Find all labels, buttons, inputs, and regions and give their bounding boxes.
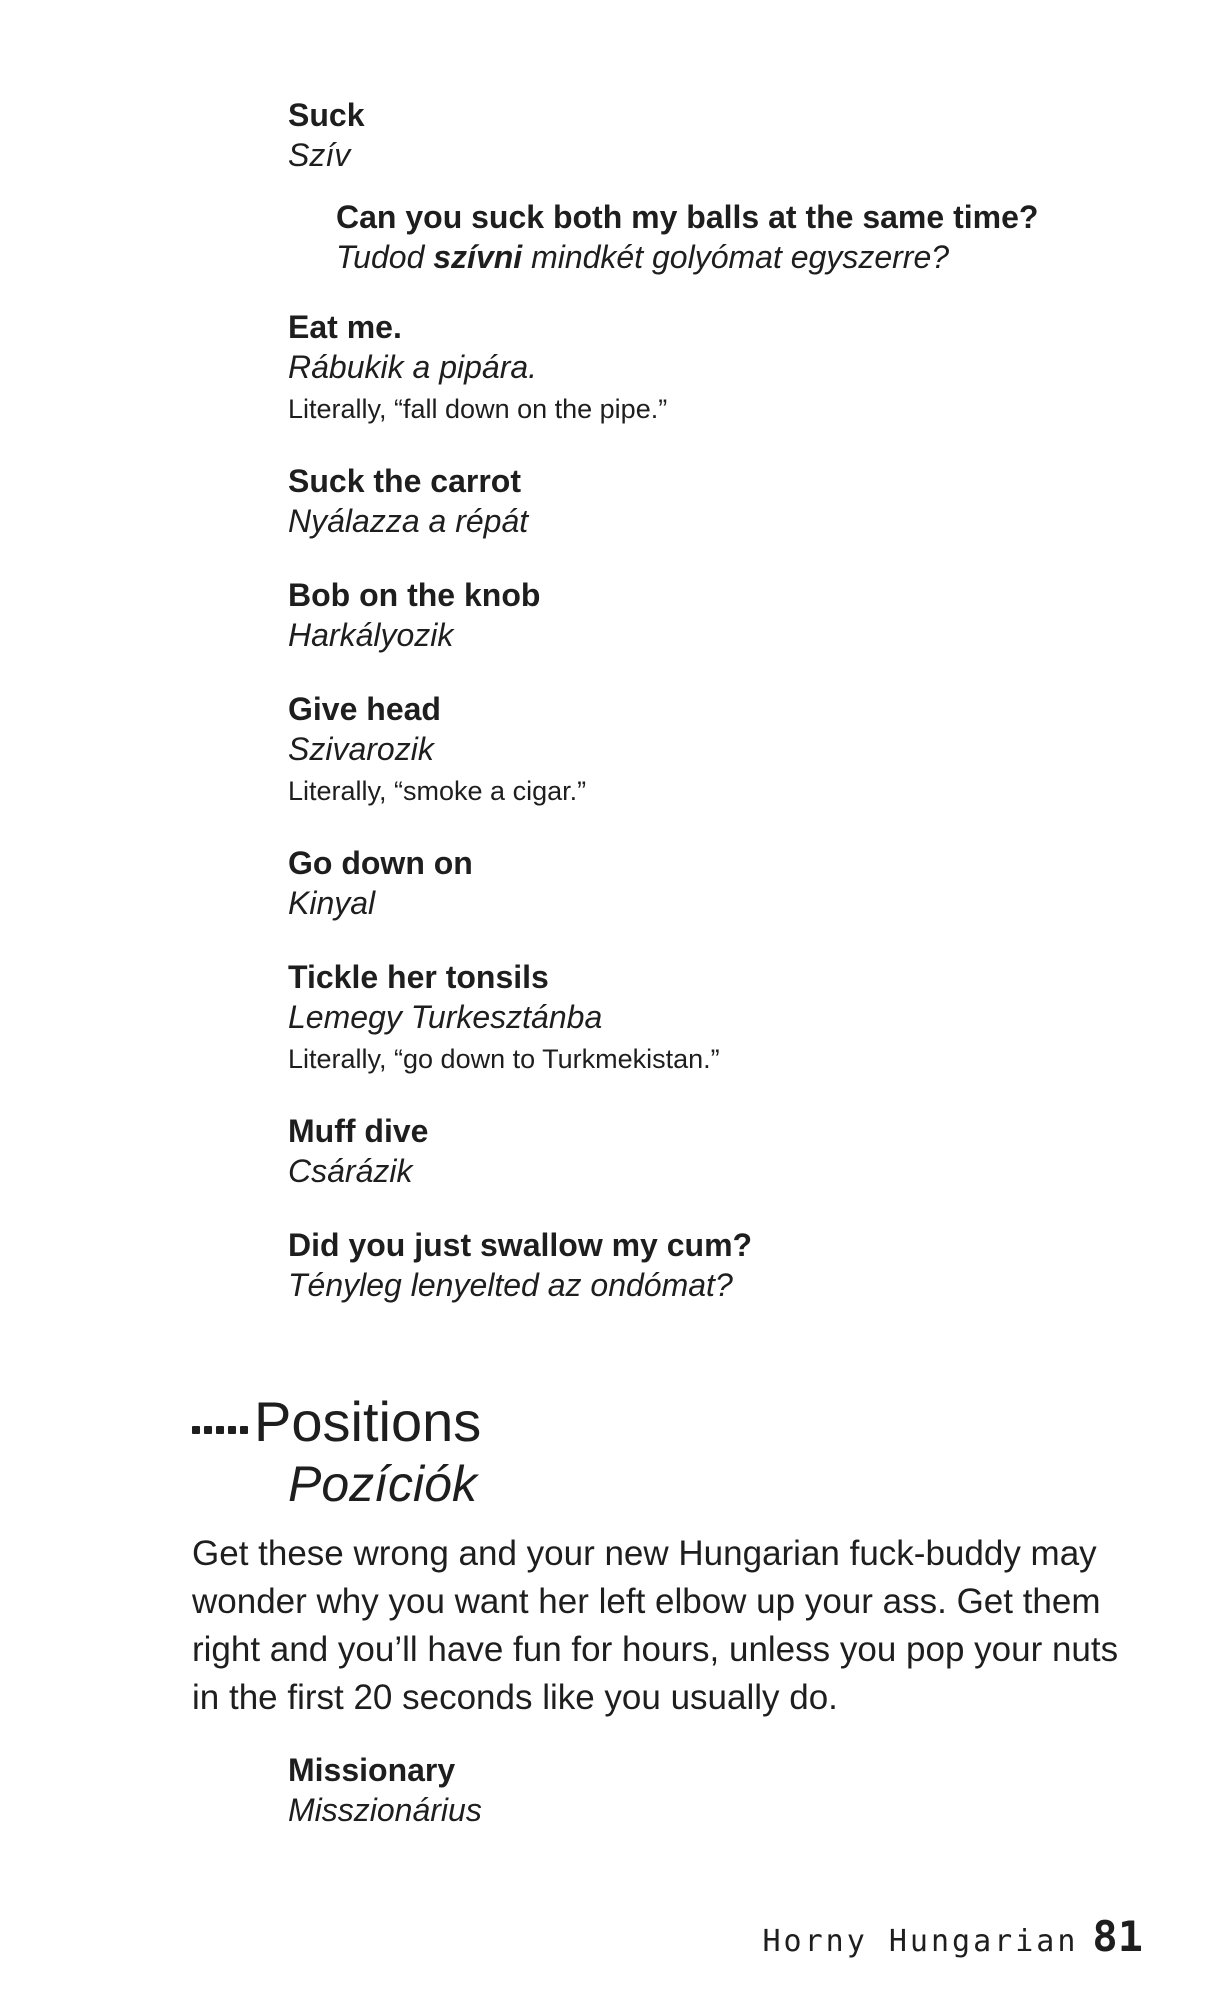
phrase-entry xyxy=(288,689,1168,813)
english-phrase: Missionary xyxy=(288,1752,456,1788)
section-paragraph: Get these wrong and your new Hungarian fuck-buddy may wonder why you want her left elbow up your ass. Get them right and you’ll have fun for hours, unless you pop your nuts in the first 20 seconds like you usually do. xyxy=(192,1534,1119,1717)
hungarian-phrase: Harkályozik xyxy=(288,617,454,653)
english-phrase: Bob on the knob xyxy=(288,577,541,613)
phrase-entry xyxy=(288,575,1168,655)
section-title-hungarian: Pozíciók xyxy=(288,1456,477,1512)
phrase-entry xyxy=(288,1225,1168,1305)
section-heading xyxy=(192,1392,1172,1516)
literal-translation: Literally, “fall down on the pipe.” xyxy=(288,394,668,424)
hungarian-example: Tudod szívni mindkét golyómat egyszerre? xyxy=(336,239,950,275)
hungarian-phrase: Misszionárius xyxy=(288,1792,482,1828)
english-phrase: Did you just swallow my cum? xyxy=(288,1227,753,1263)
english-phrase: Muff dive xyxy=(288,1113,429,1149)
hungarian-phrase: Szivarozik xyxy=(288,731,434,767)
literal-translation: Literally, “go down to Turkmekistan.” xyxy=(288,1044,720,1074)
phrase-list xyxy=(288,1750,482,1852)
phrase-entry xyxy=(288,1111,1168,1191)
phrase-entry xyxy=(288,307,1168,431)
english-example: Can you suck both my balls at the same time? xyxy=(336,199,1039,235)
hungarian-phrase: Szív xyxy=(288,137,351,173)
english-phrase: Give head xyxy=(288,691,441,727)
hungarian-phrase: Rábukik a pipára. xyxy=(288,349,538,385)
phrase-entry xyxy=(288,1750,482,1830)
phrase-entry xyxy=(288,957,1168,1081)
phrase-entry xyxy=(288,95,1168,175)
english-phrase: Go down on xyxy=(288,845,473,881)
hungarian-phrase: Tényleg lenyelted az ondómat? xyxy=(288,1267,733,1303)
dotted-leader-icon xyxy=(192,1426,248,1434)
phrase-entry xyxy=(288,843,1168,923)
hungarian-phrase: Csárázik xyxy=(288,1153,413,1189)
hungarian-phrase: Nyálazza a répát xyxy=(288,503,529,539)
page-number: 81 xyxy=(1092,1912,1143,1961)
example-sentence xyxy=(336,197,1168,277)
english-phrase: Suck the carrot xyxy=(288,463,521,499)
book-title: Horny Hungarian xyxy=(762,1924,1079,1959)
english-phrase: Tickle her tonsils xyxy=(288,959,549,995)
hungarian-phrase: Lemegy Turkesztánba xyxy=(288,999,603,1035)
page-footer xyxy=(762,1912,1143,1961)
phrase-list xyxy=(288,95,1168,1327)
hungarian-phrase: Kinyal xyxy=(288,885,376,921)
english-phrase: Suck xyxy=(288,97,365,133)
literal-translation: Literally, “smoke a cigar.” xyxy=(288,776,587,806)
phrase-entry xyxy=(288,461,1168,541)
english-phrase: Eat me. xyxy=(288,309,402,345)
section-title: Positions xyxy=(254,1390,482,1453)
